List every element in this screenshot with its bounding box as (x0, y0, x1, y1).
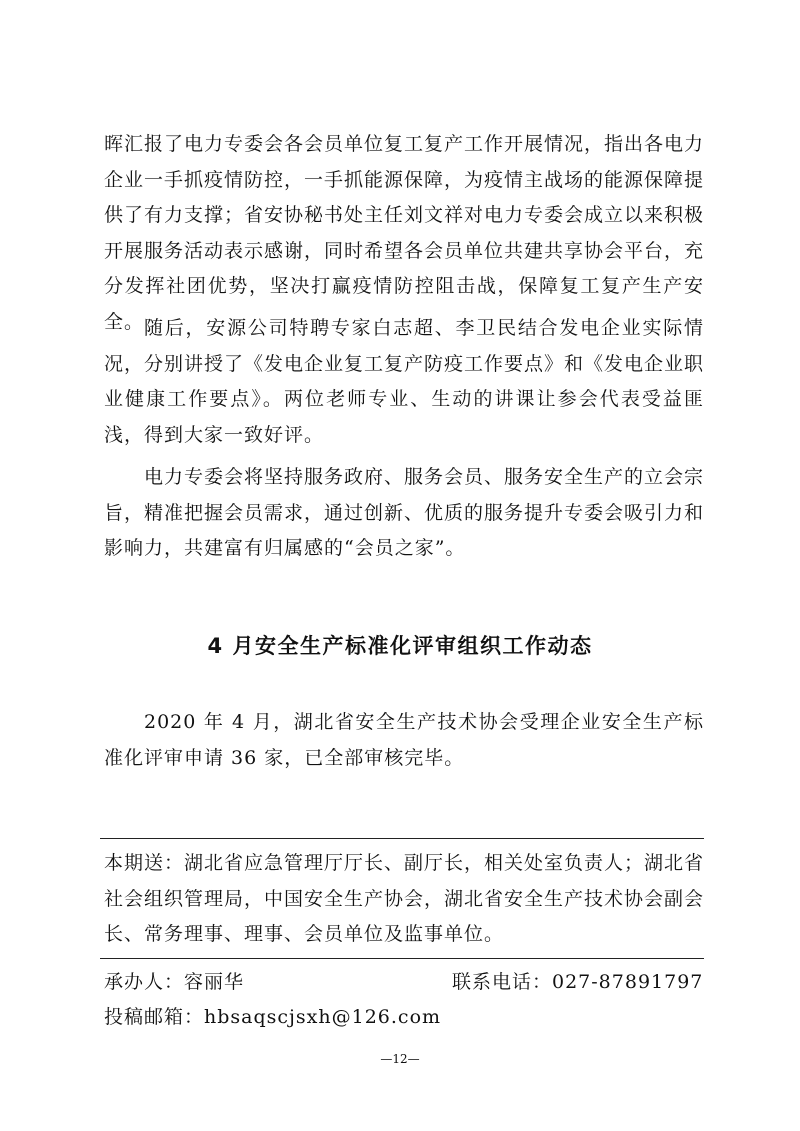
paragraph-closing: 电力专委会将坚持服务政府、服务会员、服务安全生产的立会宗旨，精准把握会员需求，通过创新、优质的服务提升专委会吸引力和影响力，共建富有归属感的“会员之家”。 (104, 466, 705, 560)
distribution-list: 本期送：湖北省应急管理厅厅长、副厅长，相关处室负责人；湖北省社会组织管理局，中国安全生产协会，湖北省安全生产技术协会副会长、常务理事、理事、会员单位及监事单位。 (104, 852, 705, 946)
section-body: 2020 年 4 月，湖北省安全生产技术协会受理企业安全生产标准化评审申请 36 家，已全部审核完毕。 (104, 711, 704, 769)
submission-email: 投稿邮箱：hbsaqscjsxh@126.com (104, 1006, 442, 1028)
paragraph-lectures: 随后，安源公司特聘专家白志超、李卫民结合发电企业实际情况，分别讲授了《发电企业复工复产防疫工作要点》和《发电企业职业健康工作要点》。两位老师专业、生动的讲课让参会代表受益匪浅，得到大家一致好评。 (104, 317, 705, 446)
divider-bottom (100, 958, 704, 959)
page-number: —12— (380, 1052, 420, 1066)
paragraph-continued: 晖汇报了电力专委会各会员单位复工复产工作开展情况，指出各电力企业一手抓疫情防控，一手抓能源保障，为疫情主战场的能源保障提供了有力支撑；省安协秘书处主任刘文祥对电力专委会成立以来积极开展服务活动表示感谢，同时希望各会员单位共建共享协会平台，充分发挥社团优势，坚决打赢疫情防控阻击战，保障复工复产生产安全。 (104, 133, 705, 333)
contact-phone: 联系电话：027-87891797 (452, 971, 704, 993)
divider-top (100, 838, 704, 839)
handler-name: 承办人：容丽华 (104, 971, 245, 993)
section-title: 4 月安全生产标准化评审组织工作动态 (207, 634, 593, 658)
